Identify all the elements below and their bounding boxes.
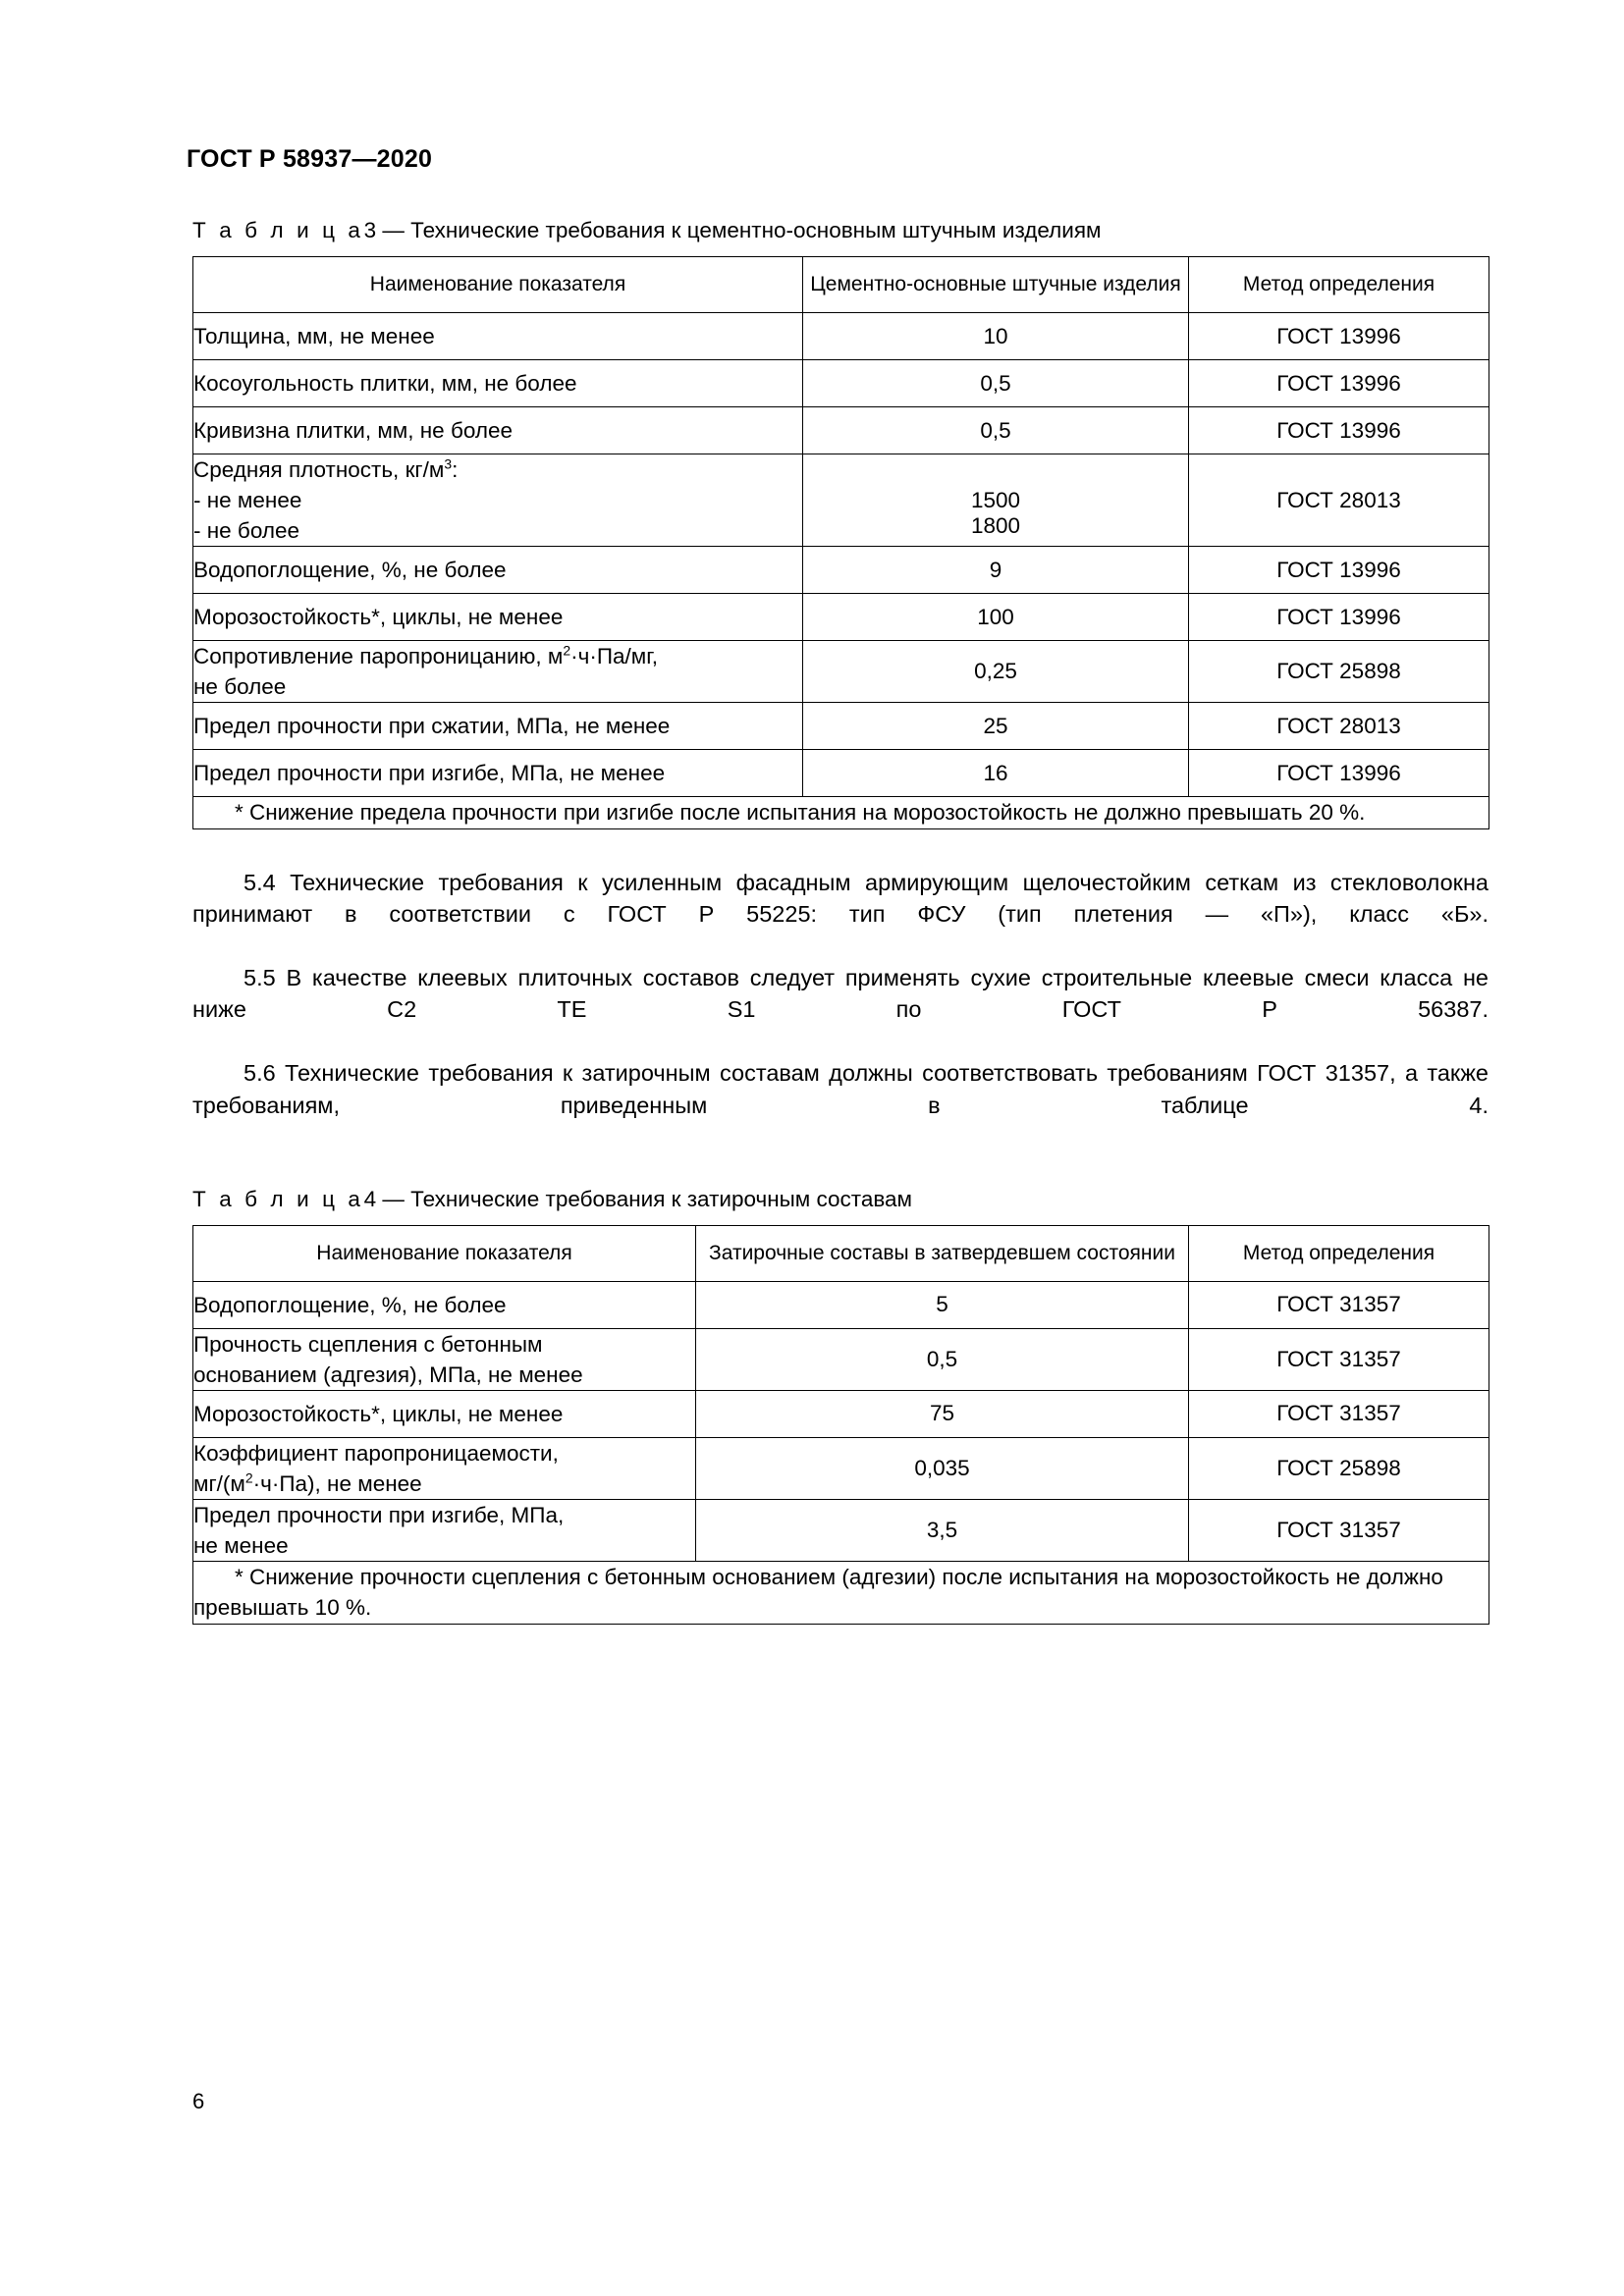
table3-row6-name-sup: 2 xyxy=(563,642,571,659)
table3-row3-name xyxy=(193,454,803,547)
table4-caption-number: 4 xyxy=(363,1186,377,1211)
table3-row3-subitem-0: - не менее xyxy=(193,488,302,513)
table3-row3-name-suffix: : xyxy=(452,457,459,482)
table-row xyxy=(193,313,1489,360)
table3-col-name: Наименование показателя xyxy=(193,257,803,313)
table3-row8-value: 16 xyxy=(803,750,1189,797)
table-row xyxy=(193,547,1489,594)
table4-caption-dash: — xyxy=(382,1186,405,1211)
table4-row3-method: ГОСТ 25898 xyxy=(1189,1437,1489,1499)
table3-row5-name: Морозостойкость*, циклы, не менее xyxy=(193,594,803,641)
table3-row1-method: ГОСТ 13996 xyxy=(1189,360,1489,407)
table4-row1-method: ГОСТ 31357 xyxy=(1189,1328,1489,1390)
table3 xyxy=(192,256,1489,829)
table3-caption-title: Технические требования к цементно-основным штучным изделиям xyxy=(410,218,1102,242)
table4-row3-value: 0,035 xyxy=(696,1437,1189,1499)
table3-footnote xyxy=(193,797,1489,829)
page-content xyxy=(192,218,1489,1625)
table3-footnote-text: * Снижение предела прочности при изгибе после испытания на морозостойкость не должно превышать 20 %. xyxy=(235,800,1366,826)
table3-row3-value-0: 1500 xyxy=(970,487,1021,512)
table3-row2-name: Кривизна плитки, мм, не более xyxy=(193,407,803,454)
table3-caption-number: 3 xyxy=(363,218,377,242)
table4-col-method: Метод определения xyxy=(1189,1225,1489,1281)
table4-footnote-row xyxy=(193,1561,1489,1624)
table4 xyxy=(192,1225,1489,1625)
paragraph-5-5: 5.5 В качестве клеевых плиточных составов следует применять сухие строительные клеевые смеси класса не ниже С2 ТЕ S1 по ГОСТ Р 56387. xyxy=(192,965,1489,1023)
table4-row4-name xyxy=(193,1499,696,1561)
table4-row1-name xyxy=(193,1328,696,1390)
table4-row2-value: 75 xyxy=(696,1390,1189,1437)
table4-row0-name: Водопоглощение, %, не более xyxy=(193,1281,696,1328)
table3-row5-value: 100 xyxy=(803,594,1189,641)
table3-row0-name: Толщина, мм, не менее xyxy=(193,313,803,360)
table4-footnote-text: * Снижение прочности сцепления с бетонным основанием (адгезии) после испытания на морозостойкость не должно превышать 10 %. xyxy=(193,1564,1443,1621)
table4-row0-value: 5 xyxy=(696,1281,1189,1328)
table3-row3-method: ГОСТ 28013 xyxy=(1189,454,1489,547)
table4-col-name: Наименование показателя xyxy=(193,1225,696,1281)
table4-row4-name-line2: не менее xyxy=(193,1532,289,1558)
table3-row2-method: ГОСТ 13996 xyxy=(1189,407,1489,454)
table-row xyxy=(193,1437,1489,1499)
table4-row3-name xyxy=(193,1437,696,1499)
table3-row3-values xyxy=(803,454,1189,547)
table4-row3-name-line2 xyxy=(193,1468,695,1499)
table3-row0-value: 10 xyxy=(803,313,1189,360)
table3-row6-name-line1 xyxy=(193,641,802,671)
table-row xyxy=(193,360,1489,407)
table3-caption xyxy=(192,218,1489,243)
table3-row3-name-sup: 3 xyxy=(444,455,453,472)
table3-row4-value: 9 xyxy=(803,547,1189,594)
table3-row3-name-line1 xyxy=(193,454,802,485)
table4-row3-name-l2-sup: 2 xyxy=(244,1469,253,1486)
table3-col-value: Цементно-основные штучные изделия xyxy=(803,257,1189,313)
table3-row4-name: Водопоглощение, %, не более xyxy=(193,547,803,594)
table3-row6-name-prefix: Сопротивление паропроницанию, м xyxy=(193,644,564,669)
table4-row4-method: ГОСТ 31357 xyxy=(1189,1499,1489,1561)
paragraph-5-4: 5.4 Технические требования к усиленным фасадным армирующим щелочестойким сеткам из стекловолокна принимают в соответствии с ГОСТ Р 55225: тип ФСУ (тип плетения — «П»), класс «Б». xyxy=(192,869,1489,928)
table4-caption xyxy=(192,1187,1489,1212)
table4-col-value: Затирочные составы в затвердевшем состоянии xyxy=(696,1225,1189,1281)
table4-header-row xyxy=(193,1225,1489,1281)
table4-row1-name-line2: основанием (адгезия), МПа, не менее xyxy=(193,1362,583,1387)
table-row xyxy=(193,703,1489,750)
table3-row6-name xyxy=(193,641,803,703)
table-row xyxy=(193,750,1489,797)
table4-row4-name-line1: Предел прочности при изгибе, МПа, xyxy=(193,1502,565,1527)
table3-footnote-row xyxy=(193,797,1489,829)
table3-row3-name-prefix: Средняя плотность, кг/м xyxy=(193,457,445,482)
table3-caption-label: Т а б л и ц а xyxy=(192,218,364,242)
running-header: ГОСТ Р 58937—2020 xyxy=(187,145,433,173)
table-row xyxy=(193,1328,1489,1390)
table4-row3-name-l2-suffix: ·ч·Па), не менее xyxy=(252,1470,422,1496)
page-number: 6 xyxy=(192,2089,205,2113)
table4-row2-name: Морозостойкость*, циклы, не менее xyxy=(193,1390,696,1437)
table4-row3-name-line1: Коэффициент паропроницаемости, xyxy=(193,1440,559,1466)
table3-header-row xyxy=(193,257,1489,313)
table4-row4-value: 3,5 xyxy=(696,1499,1189,1561)
table3-caption-dash: — xyxy=(382,218,405,242)
table-row xyxy=(193,407,1489,454)
table4-footnote xyxy=(193,1561,1489,1624)
paragraph-5-6: 5.6 Технические требования к затирочным составам должны соответствовать требованиям ГОСТ 31357, а также требованиям, приведенным в таблице 4. xyxy=(192,1060,1489,1118)
table3-row0-method: ГОСТ 13996 xyxy=(1189,313,1489,360)
table3-row8-method: ГОСТ 13996 xyxy=(1189,750,1489,797)
table3-row4-method: ГОСТ 13996 xyxy=(1189,547,1489,594)
table3-row3-value-1: 1800 xyxy=(970,512,1021,538)
table4-caption-title: Технические требования к затирочным составам xyxy=(410,1186,913,1211)
table-row xyxy=(193,1390,1489,1437)
table4-row1-name-line1: Прочность сцепления с бетонным xyxy=(193,1331,543,1357)
table4-row0-method: ГОСТ 31357 xyxy=(1189,1281,1489,1328)
table3-row6-name-suffix: ·ч·Па/мг, xyxy=(570,644,658,669)
table3-col-method: Метод определения xyxy=(1189,257,1489,313)
table3-row5-method: ГОСТ 13996 xyxy=(1189,594,1489,641)
table3-row7-name: Предел прочности при сжатии, МПа, не менее xyxy=(193,703,803,750)
table4-row2-method: ГОСТ 31357 xyxy=(1189,1390,1489,1437)
table3-row1-name: Косоугольность плитки, мм, не более xyxy=(193,360,803,407)
body-paragraphs xyxy=(192,867,1489,1153)
table4-row1-value: 0,5 xyxy=(696,1328,1189,1390)
table3-row7-method: ГОСТ 28013 xyxy=(1189,703,1489,750)
table-row xyxy=(193,594,1489,641)
table3-row7-value: 25 xyxy=(803,703,1189,750)
table3-row3-subitem-1: - не более xyxy=(193,518,299,544)
table-row xyxy=(193,641,1489,703)
table4-row3-name-l2-prefix: мг/(м xyxy=(193,1470,245,1496)
table3-row6-value: 0,25 xyxy=(803,641,1189,703)
table-row xyxy=(193,454,1489,547)
table3-row2-value: 0,5 xyxy=(803,407,1189,454)
table3-row6-name-line2: не более xyxy=(193,674,287,700)
table3-row6-method: ГОСТ 25898 xyxy=(1189,641,1489,703)
table-row xyxy=(193,1281,1489,1328)
table3-row8-name: Предел прочности при изгибе, МПа, не менее xyxy=(193,750,803,797)
table4-caption-label: Т а б л и ц а xyxy=(192,1186,364,1211)
table3-row1-value: 0,5 xyxy=(803,360,1189,407)
table-row xyxy=(193,1499,1489,1561)
